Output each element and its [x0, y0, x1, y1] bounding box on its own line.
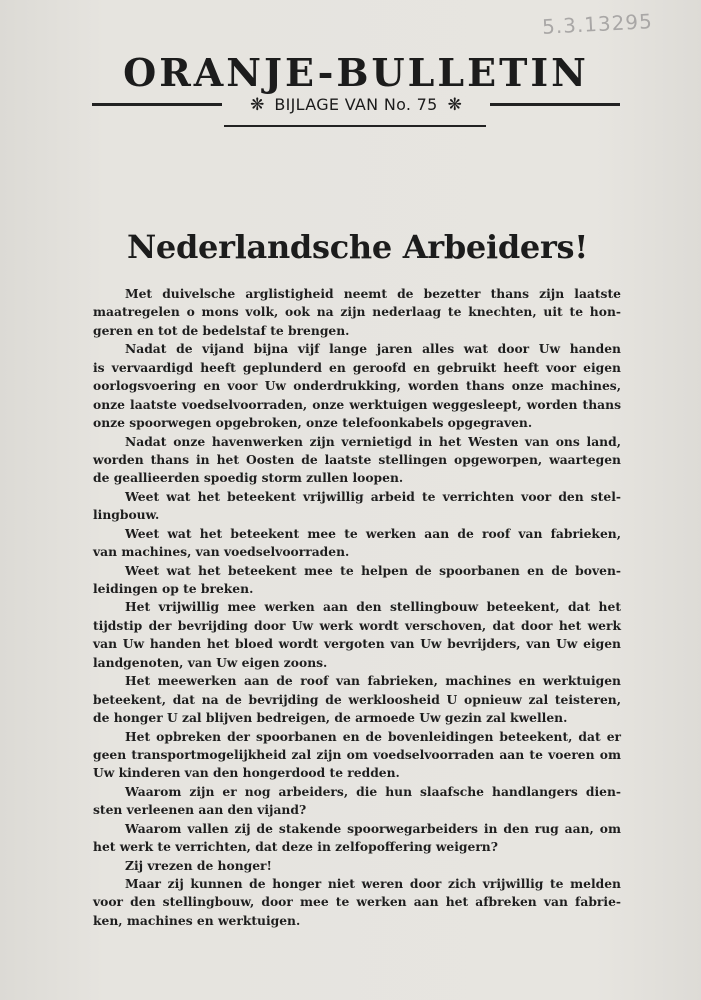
paragraph-line: oorlogsvoering en voor Uw onderdrukking, worden thans onze machines,	[93, 378, 621, 394]
paragraph-line: Weet wat het beteekent mee te helpen de spoorbanen en de boven-	[125, 562, 621, 578]
paragraph	[93, 820, 621, 857]
paragraph-line: beteekent, dat na de bevrijding de werkloosheid U opnieuw zal teisteren,	[93, 691, 621, 707]
paragraph-line: geen transportmogelijkheid zal zijn om voedselvoorraden aan te voeren om	[93, 746, 621, 762]
masthead-rule-left	[92, 103, 222, 106]
paragraph-line: Waarom vallen zij de stakende spoorwegarbeiders in den rug aan, om	[125, 820, 621, 836]
paragraph-line: Weet wat het beteekent vrijwillig arbeid te verrichten voor den stel-	[125, 488, 621, 504]
paragraph-line: geren en tot de bedelstaf te brengen.	[93, 322, 350, 338]
paragraph-line: landgenoten, van Uw eigen zoons.	[93, 654, 328, 670]
paragraph	[93, 783, 621, 820]
paragraph-line: de geallieerden spoedig storm zullen loopen.	[93, 470, 404, 486]
headline: Nederlandsche Arbeiders!	[126, 228, 589, 266]
paragraph-line: voor den stellingbouw, door mee te werken aan het afbreken van fabrie-	[93, 894, 621, 910]
paragraph-line: Zij vrezen de honger!	[125, 857, 272, 873]
paragraph	[93, 875, 621, 930]
paragraph	[93, 598, 621, 672]
archive-number-handwritten: 5.3.13295	[541, 9, 654, 39]
paragraph-line: Waarom zijn er nog arbeiders, die hun slaafsche handlangers dien-	[125, 783, 621, 799]
paragraph-line: Weet wat het beteekent mee te werken aan de roof van fabrieken,	[125, 525, 621, 541]
paragraph-line: het werk te verrichten, dat deze in zelfopoffering weigern?	[93, 839, 498, 855]
paragraph-line: Nadat onze havenwerken zijn vernietigd in het Westen van ons land,	[125, 433, 621, 449]
paragraph-line: Het vrijwillig mee werken aan den stellingbouw beteekent, dat het	[125, 599, 621, 615]
paragraph-line: lingbouw.	[93, 507, 160, 523]
paragraph-line: maatregelen o mons volk, ook na zijn nederlaag te knechten, uit te hon-	[93, 304, 621, 320]
paragraph	[93, 728, 621, 783]
paragraph	[93, 562, 621, 599]
paragraph-line: ken, machines en werktuigen.	[93, 912, 301, 928]
masthead-subtitle: BIJLAGE VAN No. 75	[274, 95, 438, 114]
paragraph	[93, 285, 621, 340]
paragraph-line: worden thans in het Oosten de laatste stellingen opgeworpen, waartegen	[93, 451, 621, 467]
paragraph-line: Het meewerken aan de roof van fabrieken, machines en werktuigen	[125, 673, 621, 689]
paragraph	[93, 525, 621, 562]
paragraph-line: sten verleenen aan den vijand?	[93, 802, 307, 818]
paragraph	[93, 433, 621, 488]
paragraph-line: Maar zij kunnen de honger niet weren door zich vrijwillig te melden	[125, 876, 621, 891]
paragraph-line: Met duivelsche arglistigheid neemt de bezetter thans zijn laatste	[125, 286, 621, 301]
paragraph-line: Het opbreken der spoorbanen en de bovenleidingen beteekent, dat er	[125, 728, 621, 744]
paragraph-line: Uw kinderen van den hongerdood te redden.	[93, 765, 400, 781]
paragraph-line: de honger U zal blijven bedreigen, de armoede Uw gezin zal kwellen.	[93, 710, 568, 726]
paragraph-line: van Uw handen het bloed wordt vergoten van Uw bevrijders, van Uw eigen	[93, 636, 621, 652]
paragraph	[93, 857, 621, 875]
subtitle-underline	[224, 125, 486, 127]
masthead-subline	[222, 95, 490, 115]
flower-ornament-icon: ❋	[447, 95, 462, 115]
flower-ornament-icon: ❋	[250, 95, 265, 115]
paragraph-line: Nadat de vijand bijna vijf lange jaren alles wat door Uw handen	[125, 341, 621, 357]
paragraph-line: onze laatste voedselvoorraden, onze werktuigen weggesleept, worden thans	[93, 396, 621, 412]
body-text	[93, 285, 621, 930]
paragraph-line: van machines, van voedselvoorraden.	[93, 544, 350, 560]
paragraph-line: onze spoorwegen opgebroken, onze telefoonkabels opgegraven.	[93, 415, 533, 431]
paragraph	[93, 672, 621, 727]
paragraph-line: leidingen op te breken.	[93, 581, 254, 596]
paragraph	[93, 340, 621, 432]
paragraph-line: is vervaardigd heeft geplunderd en geroofd en gebruikt heeft voor eigen	[93, 359, 621, 375]
paragraph-line: tijdstip der bevrijding door Uw werk wordt verschoven, dat door het werk	[93, 617, 621, 633]
paragraph	[93, 488, 621, 525]
masthead-rule-right	[490, 103, 620, 106]
masthead-title: ORANJE-BULLETIN	[123, 50, 589, 95]
